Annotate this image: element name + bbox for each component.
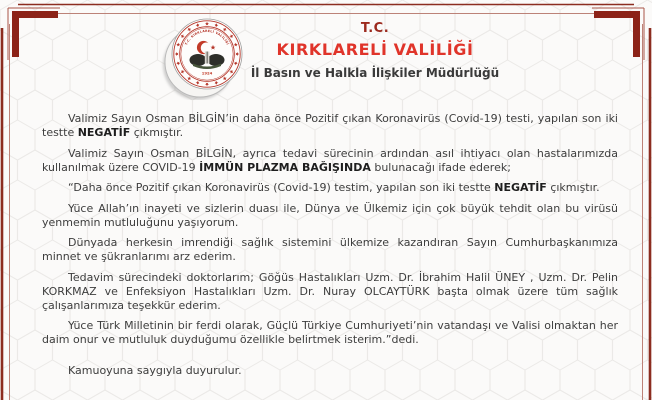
seal-arc-text: T.C. KIRKLARELİ VALİLİĞİ [184, 28, 230, 46]
paragraph: “Daha önce Pozitif çıkan Koronavirüs (Covid-19) testim, yapılan son iki testte NEGATİF çıkmıştır. [68, 181, 600, 194]
press-office-subtitle: İl Basın ve Halkla İlişkiler Müdürlüğü [250, 66, 500, 80]
paragraph: Yüce Türk Milletinin bir ferdi olarak, Güçlü Türkiye Cumhuriyeti’nin vatandaşı ve Valisi olmaktan her daim onur ve mutluluk duyduğumu özellikle belirtmek isterim.”dedi. [42, 319, 618, 346]
document-body [42, 112, 618, 385]
seal-year: 1924 [201, 70, 213, 76]
paragraph: Yüce Allah’ın inayeti ve sizlerin duası ile, Dünya ve Ülkemiz için çok büyük tehdit olan bu virüsü yenmemin mutluluğunu yaşıyorum. [42, 201, 618, 229]
paragraph: Tedavim sürecindeki doktorlarım; Göğüs Hastalıkları Uzm. Dr. İbrahim Halil ÜNEY , Uzm. Dr. Pelin KORKMAZ ve Enfeksiyon Hastalıkları Uzm. Dr. Nuray OLCAYTÜRK başta olmak üzere tüm sağlık çalışanlarımıza teşekkür ederim. [42, 270, 618, 312]
governorship-title: KIRKLARELİ VALİLİĞİ [276, 40, 474, 59]
document-header [120, 0, 630, 80]
paragraph: Valimiz Sayın Osman BİLGİN’in daha önce Pozitif çıkan Koronavirüs (Covid-19) testi, yapılan son iki testte NEGATİF çıkmıştır. [42, 112, 618, 139]
tc-label: T.C. [360, 21, 390, 36]
closing-line: Kamuoyuna saygıyla duyurulur. [68, 364, 242, 377]
paragraph: Dünyada herkesin imrendiği sağlık sistemini ülkemize kazandıran Sayın Cumhurbaşkanımıza minnet ve şükranlarımı arz ederim. [42, 236, 618, 263]
paragraph: Valimiz Sayın Osman BİLGİN, ayrıca tedavi sürecinin ardından asıl ihtiyacı olan hastalarımızda kullanılmak üzere COVID-19 İMMÜN PLAZMA BAĞIŞINDA bulunacağı ifade ederek; [42, 146, 618, 174]
